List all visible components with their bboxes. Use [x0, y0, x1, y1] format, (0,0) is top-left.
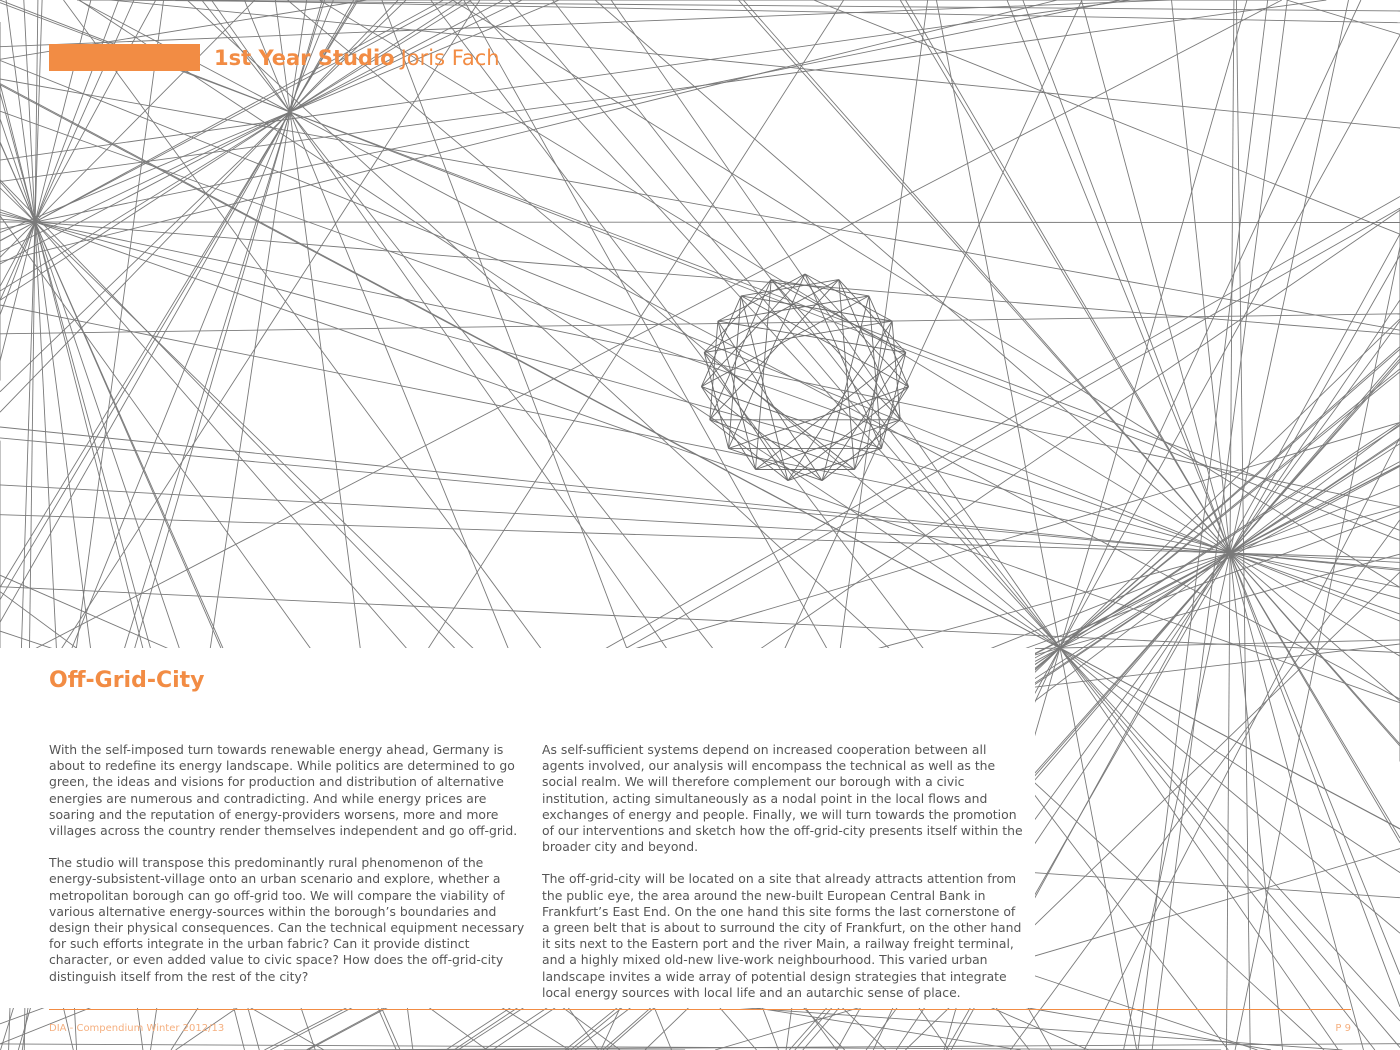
polygon-line: [882, 353, 906, 449]
network-line: [0, 314, 1400, 334]
ray-line: [0, 0, 354, 622]
ray-line: [0, 0, 1121, 229]
ray-line: [0, 0, 358, 587]
network-line: [814, 0, 1400, 234]
polygon-line: [822, 296, 869, 481]
ray-line: [0, 3, 1400, 531]
footer-divider: [49, 1009, 1351, 1010]
paragraph: As self-sufficient systems depend on increased cooperation between all agents involved, our analysis will encompass the technical as well as the social realm. We will therefore complement our borough with a civic institution, acting simultaneously as a nodal point in the local flows and exchanges of energy and people. Finally, we will turn towards the promotion of our interventions and sketch how the off-grid-city presents itself within the broader city and beyond.: [542, 742, 1023, 855]
polygon-line: [718, 321, 756, 469]
network-line: [1011, 520, 1400, 1050]
polygon-line: [822, 353, 906, 481]
polygon-line: [710, 280, 839, 420]
ray-line: [0, 427, 1400, 570]
network-line: [0, 0, 480, 744]
ray-line: [1172, 0, 1283, 1050]
article-title: Off-Grid-City: [49, 668, 205, 693]
polygon-line: [855, 321, 893, 469]
header-color-bar: [49, 44, 200, 71]
network-line: [1235, 247, 1400, 1050]
right-text-column: [542, 742, 1026, 1017]
polygon-line: [704, 353, 788, 481]
ray-line: [0, 515, 1400, 559]
footer-page-number: P 9: [1335, 1023, 1351, 1034]
ray-line: [0, 60, 1400, 621]
polygon-line: [822, 420, 900, 481]
polygon-line: [788, 321, 892, 481]
ray-line: [0, 111, 1400, 614]
network-line: [107, 0, 1400, 11]
footer-publication: DIA - Compendium Winter 2012/13: [49, 1023, 225, 1034]
network-line: [452, 0, 1400, 587]
ray-line: [0, 215, 1400, 507]
network-line: [1287, 0, 1400, 34]
network-line: [0, 79, 1400, 330]
paragraph: The studio will transpose this predominantly rural phenomenon of the energy-subsistent-village onto an urban scenario and explore, whether a metropolitan borough can go off-grid too. We will compare the viability of various alternative energy-sources within the borough’s boundaries and design their physical consequences. Can the technical equipment necessary for such efforts integrate in the urban fabric? Can it provide distinct character, or even added value to civic space? How does the off-grid-city distinguish itself from the rest of the city?: [49, 855, 525, 984]
ray-line: [0, 222, 1400, 223]
network-line: [0, 0, 1170, 47]
ray-line: [1227, 0, 1234, 1050]
star-polygon-figure: [701, 274, 908, 481]
network-line: [185, 0, 1400, 23]
left-text-column: [49, 742, 529, 1001]
paragraph: The off-grid-city will be located on a site that already attracts attention from the public eye, the area around the new-built European Central Bank in Frankfurt’s East End. On the one hand this site forms the last cornerstone of a green belt that is about to surround the city of Frankfurt, on the other hand it sits next to the Eastern port and the river Main, a railway freight terminal, and a highly mixed old-new live-work neighbourhood. This varied urban landscape invites a wide array of potential design strategies that integrate local energy sources with local life and an autarchic sense of place.: [542, 871, 1022, 1000]
studio-label: 1st Year Studio: [214, 46, 395, 70]
ray-line: [0, 485, 1400, 563]
author-name: Joris Fach: [400, 46, 500, 70]
ray-line: [1023, 0, 1400, 1007]
paragraph: With the self-imposed turn towards renewable energy ahead, Germany is about to redefine its energy landscape. While politics are determined to go green, the ideas and visions for production and distribution of alternative energies are numerous and contradicting. And while energy prices are soaring and the reputation of energy-providers worsens, more and more villages across the country render themselves independent and go off-grid.: [49, 742, 518, 839]
header-title: [214, 44, 500, 72]
polygon-line: [729, 387, 909, 449]
